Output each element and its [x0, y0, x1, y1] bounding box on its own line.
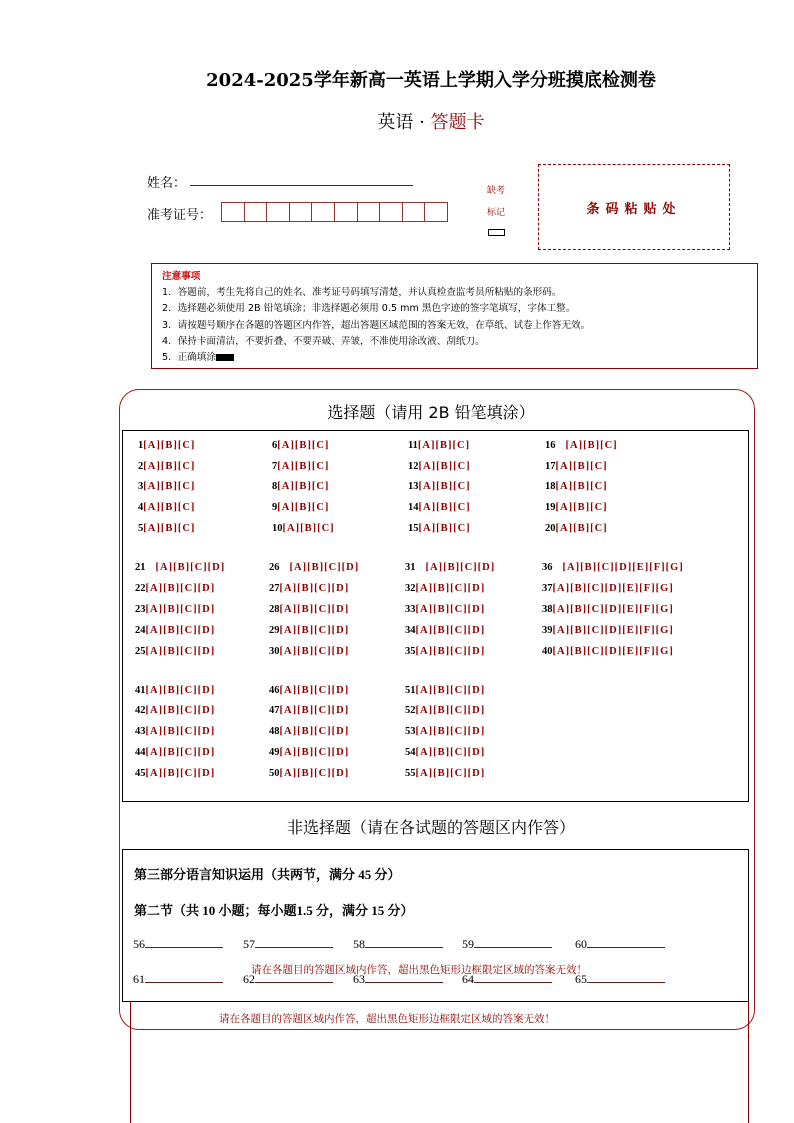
question-number: 32 — [405, 583, 416, 594]
id-number-boxes[interactable] — [222, 202, 448, 222]
question-18 — [545, 481, 608, 492]
answer-options[interactable]: [A][B][C] — [277, 502, 330, 513]
question-number: 14 — [408, 502, 419, 513]
answer-options[interactable]: [A][B][C][D] — [145, 747, 216, 758]
question-number: 54 — [405, 747, 416, 758]
question-number: 10 — [272, 523, 283, 534]
question-number: 36 — [542, 562, 553, 573]
blank-number: 56 — [133, 937, 145, 951]
blank-number: 61 — [133, 972, 145, 986]
question-24 — [135, 625, 215, 636]
answer-options[interactable]: [A][B][C] — [417, 440, 471, 451]
answer-options[interactable]: [A][B][C] — [555, 502, 608, 513]
answer-options[interactable]: [A][B][C][D] — [279, 583, 350, 594]
question-10 — [272, 523, 335, 534]
question-number: 45 — [135, 768, 146, 779]
answer-options[interactable]: [A][B][C][D] — [279, 705, 350, 716]
page-border-left — [130, 1002, 131, 1123]
absent-mark-box[interactable] — [488, 229, 505, 236]
answer-options[interactable]: [A][B][C] — [143, 502, 196, 513]
answer-options[interactable]: [A][B][C][D] — [279, 747, 350, 758]
question-14 — [408, 502, 471, 513]
answer-options[interactable]: [A][B][C] — [277, 440, 330, 451]
question-28 — [269, 604, 349, 615]
question-number: 18 — [545, 481, 556, 492]
blank-number: 62 — [243, 972, 255, 986]
question-number: 34 — [405, 625, 416, 636]
question-number: 50 — [269, 768, 280, 779]
blank-number: 63 — [353, 972, 365, 986]
question-9 — [272, 502, 329, 513]
blank-65[interactable] — [575, 971, 665, 987]
name-field[interactable] — [190, 185, 413, 186]
question-4 — [138, 502, 195, 513]
question-number: 7 — [272, 461, 278, 472]
question-number: 52 — [405, 705, 416, 716]
question-number: 33 — [405, 604, 416, 615]
question-number: 1 — [138, 440, 144, 451]
question-44 — [135, 747, 215, 758]
question-number: 39 — [542, 625, 553, 636]
blank-number: 60 — [575, 937, 587, 951]
card-subtitle — [0, 108, 794, 134]
question-number: 47 — [269, 705, 280, 716]
answer-options[interactable]: [A][B][C] — [143, 461, 196, 472]
blank-number: 58 — [353, 937, 365, 951]
answer-options[interactable]: [A][B][C][D] — [145, 726, 216, 737]
question-number: 2 — [138, 461, 144, 472]
question-52 — [405, 705, 485, 716]
blank-line[interactable] — [365, 936, 443, 948]
question-number: 19 — [545, 502, 556, 513]
question-number: 24 — [135, 625, 146, 636]
question-number: 16 — [545, 440, 556, 451]
question-46 — [269, 685, 349, 696]
id-label: 准考证号： — [147, 208, 213, 223]
blank-61[interactable] — [133, 971, 223, 987]
blank-number: 57 — [243, 937, 255, 951]
question-13 — [408, 481, 471, 492]
blank-line[interactable] — [474, 936, 552, 948]
answer-options[interactable]: [A][B][C][D] — [155, 562, 226, 573]
question-48 — [269, 726, 349, 737]
inner-warning: 请在各题目的答题区域内作答，超出黑色矩形边框限定区域的答案无效！ — [251, 964, 587, 976]
question-number: 15 — [408, 523, 419, 534]
question-11 — [408, 440, 470, 451]
note-item: 5．正确填涂 — [162, 350, 747, 366]
note-item: 1．答题前，考生先将自己的姓名、准考证号码填写清楚，并认真检查监考员所粘贴的条形码。 — [162, 287, 562, 299]
page-border-right — [748, 1002, 749, 1123]
question-30 — [269, 646, 349, 657]
question-number: 48 — [269, 726, 280, 737]
answer-options[interactable]: [A][B][C][D] — [415, 685, 486, 696]
question-45 — [135, 768, 215, 779]
question-number: 17 — [545, 461, 556, 472]
blank-line[interactable] — [145, 936, 223, 948]
name-label: 姓名： — [147, 176, 187, 191]
answer-options[interactable]: [A][B][C] — [418, 461, 471, 472]
answer-options[interactable]: [A][B][C][D] — [145, 646, 216, 657]
answer-options[interactable]: [A][B][C][D] — [145, 625, 216, 636]
question-23 — [135, 604, 215, 615]
question-number: 38 — [542, 604, 553, 615]
blank-line[interactable] — [474, 971, 552, 983]
question-number: 26 — [269, 562, 280, 573]
question-number: 22 — [135, 583, 146, 594]
question-37 — [542, 583, 674, 594]
blank-line[interactable] — [145, 971, 223, 983]
question-number: 3 — [138, 481, 144, 492]
question-6 — [272, 440, 329, 451]
question-47 — [269, 705, 349, 716]
answer-options[interactable]: [A][B][C] — [277, 461, 330, 472]
answer-options[interactable]: [A][B][C][D] — [415, 747, 486, 758]
answer-options[interactable]: [A][B][C][D][E][F][G] — [552, 625, 674, 636]
blank-line[interactable] — [587, 971, 665, 983]
question-number: 31 — [405, 562, 416, 573]
question-41 — [135, 685, 215, 696]
blank-line[interactable] — [255, 971, 333, 983]
answer-options[interactable]: [A][B][C][D] — [279, 646, 350, 657]
question-number: 46 — [269, 685, 280, 696]
note-item: 4．保持卡面清洁，不要折叠、不要弄破、弄皱，不准使用涂改液、刮纸刀。 — [162, 335, 485, 347]
question-51 — [405, 685, 485, 696]
answer-options[interactable]: [A][B][C][D] — [279, 625, 350, 636]
answer-options[interactable]: [A][B][C][D] — [279, 604, 350, 615]
question-31 — [405, 562, 495, 573]
notes-heading: 注意事项 — [162, 271, 201, 282]
notes-box — [151, 263, 758, 369]
answer-options[interactable]: [A][B][C][D] — [145, 705, 216, 716]
card-label: 答题卡 — [430, 112, 485, 133]
question-number: 35 — [405, 646, 416, 657]
question-33 — [405, 604, 485, 615]
question-35 — [405, 646, 485, 657]
question-42 — [135, 705, 215, 716]
question-number: 20 — [545, 523, 556, 534]
answer-options[interactable]: [A][B][C] — [418, 502, 471, 513]
answer-options[interactable]: [A][B][C][D][E][F][G] — [562, 562, 684, 573]
answer-options[interactable]: [A][B][C][D] — [145, 685, 216, 696]
question-15 — [408, 523, 471, 534]
question-number: 30 — [269, 646, 280, 657]
question-number: 44 — [135, 747, 146, 758]
question-number: 11 — [408, 440, 418, 451]
blank-line[interactable] — [255, 936, 333, 948]
blank-63[interactable] — [353, 971, 443, 987]
question-53 — [405, 726, 485, 737]
question-number: 27 — [269, 583, 280, 594]
answer-options[interactable]: [A][B][C][D] — [415, 726, 486, 737]
answer-options[interactable]: [A][B][C][D] — [415, 625, 486, 636]
question-39 — [542, 625, 674, 636]
question-number: 43 — [135, 726, 146, 737]
question-27 — [269, 583, 349, 594]
subject: 英语 · — [377, 112, 431, 133]
answer-options[interactable]: [A][B][C][D] — [279, 726, 350, 737]
question-55 — [405, 768, 485, 779]
question-12 — [408, 461, 471, 472]
question-49 — [269, 747, 349, 758]
exam-title: 2024-2025学年新高一英语上学期入学分班摸底检测卷 — [206, 70, 656, 91]
blank-line[interactable] — [587, 936, 665, 948]
question-38 — [542, 604, 674, 615]
blank-number: 65 — [575, 972, 587, 986]
section-heading: 第二节（共 10 小题；每小题1.5 分，满分 15 分） — [134, 903, 414, 918]
blank-number: 59 — [462, 937, 474, 951]
answer-options[interactable]: [A][B][C] — [282, 523, 335, 534]
question-number: 29 — [269, 625, 280, 636]
blank-line[interactable] — [365, 971, 443, 983]
blank-58[interactable] — [353, 936, 443, 952]
answer-options[interactable]: [A][B][C][D] — [145, 583, 216, 594]
answer-options[interactable]: [A][B][C][D] — [415, 583, 486, 594]
mc-title: 选择题（请用 2B 铅笔填涂） — [327, 403, 535, 422]
fr-title: 非选择题（请在各试题的答题区内作答） — [286, 818, 575, 837]
note-item: 3．请按题号顺序在各题的答题区内作答，超出答题区域范围的答案无效，在草纸、试卷上作答无效。 — [162, 319, 591, 331]
question-number: 53 — [405, 726, 416, 737]
question-16 — [545, 440, 618, 451]
answer-options[interactable]: [A][B][C][D] — [145, 768, 216, 779]
question-19 — [545, 502, 608, 513]
part-heading: 第三部分语言知识运用（共两节，满分 45 分） — [134, 867, 401, 882]
answer-options[interactable]: [A][B][C] — [418, 523, 471, 534]
question-number: 23 — [135, 604, 146, 615]
question-number: 37 — [542, 583, 553, 594]
question-number: 28 — [269, 604, 280, 615]
blank-56[interactable] — [133, 936, 223, 952]
question-8 — [272, 481, 329, 492]
question-34 — [405, 625, 485, 636]
answer-options[interactable]: [A][B][C][D][E][F][G] — [552, 646, 674, 657]
answer-options[interactable]: [A][B][C][D] — [279, 685, 350, 696]
question-number: 21 — [135, 562, 146, 573]
question-1 — [138, 440, 195, 451]
question-21 — [135, 562, 225, 573]
blank-57[interactable] — [243, 936, 333, 952]
blank-60[interactable] — [575, 936, 665, 952]
question-number: 6 — [272, 440, 278, 451]
blank-62[interactable] — [243, 971, 333, 987]
blank-number: 64 — [462, 972, 474, 986]
question-number: 51 — [405, 685, 416, 696]
answer-options[interactable]: [A][B][C][D] — [145, 604, 216, 615]
question-25 — [135, 646, 215, 657]
question-3 — [138, 481, 195, 492]
answer-options[interactable]: [A][B][C] — [277, 481, 330, 492]
question-number: 42 — [135, 705, 146, 716]
question-17 — [545, 461, 608, 472]
question-number: 8 — [272, 481, 278, 492]
question-32 — [405, 583, 485, 594]
question-43 — [135, 726, 215, 737]
filled-example-icon — [216, 354, 234, 361]
question-number: 25 — [135, 646, 146, 657]
footer-warning: 请在各题目的答题区域内作答，超出黑色矩形边框限定区域的答案无效！ — [219, 1013, 555, 1025]
question-number: 40 — [542, 646, 553, 657]
question-number: 55 — [405, 768, 416, 779]
answer-options[interactable]: [A][B][C] — [143, 440, 196, 451]
answer-options[interactable]: [A][B][C][D] — [425, 562, 496, 573]
question-22 — [135, 583, 215, 594]
question-40 — [542, 646, 674, 657]
question-number: 12 — [408, 461, 419, 472]
answer-options[interactable]: [A][B][C][D] — [289, 562, 360, 573]
answer-options[interactable]: [A][B][C][D] — [415, 604, 486, 615]
question-number: 5 — [138, 523, 144, 534]
blank-64[interactable] — [462, 971, 552, 987]
absent-label-2: 标记 — [487, 208, 506, 218]
question-36 — [542, 562, 684, 573]
answer-options[interactable]: [A][B][C][D] — [279, 768, 350, 779]
answer-options[interactable]: [A][B][C][D] — [415, 705, 486, 716]
answer-options[interactable]: [A][B][C][D] — [415, 646, 486, 657]
question-29 — [269, 625, 349, 636]
question-20 — [545, 523, 608, 534]
question-26 — [269, 562, 359, 573]
answer-options[interactable]: [A][B][C][D] — [415, 768, 486, 779]
answer-options[interactable]: [A][B][C] — [143, 481, 196, 492]
answer-options[interactable]: [A][B][C] — [555, 481, 608, 492]
absent-label-1: 缺考 — [487, 186, 506, 196]
question-2 — [138, 461, 195, 472]
barcode-area: 条码粘贴处 — [538, 164, 730, 250]
answer-options[interactable]: [A][B][C] — [418, 481, 471, 492]
question-number: 41 — [135, 685, 146, 696]
blank-59[interactable] — [462, 936, 552, 952]
question-number: 9 — [272, 502, 278, 513]
question-number: 13 — [408, 481, 419, 492]
question-number: 4 — [138, 502, 144, 513]
answer-options[interactable]: [A][B][C] — [143, 523, 196, 534]
answer-options[interactable]: [A][B][C] — [555, 523, 608, 534]
question-50 — [269, 768, 349, 779]
answer-options[interactable]: [A][B][C][D][E][F][G] — [552, 604, 674, 615]
answer-options[interactable]: [A][B][C][D][E][F][G] — [552, 583, 674, 594]
question-number: 49 — [269, 747, 280, 758]
answer-options[interactable]: [A][B][C] — [555, 461, 608, 472]
question-5 — [138, 523, 195, 534]
note-item: 2．选择题必须使用 2B 铅笔填涂；非选择题必须用 0.5 mm 黑色字迹的签字笔填写，字体工整。 — [162, 303, 576, 315]
answer-options[interactable]: [A][B][C] — [565, 440, 618, 451]
question-7 — [272, 461, 329, 472]
question-54 — [405, 747, 485, 758]
